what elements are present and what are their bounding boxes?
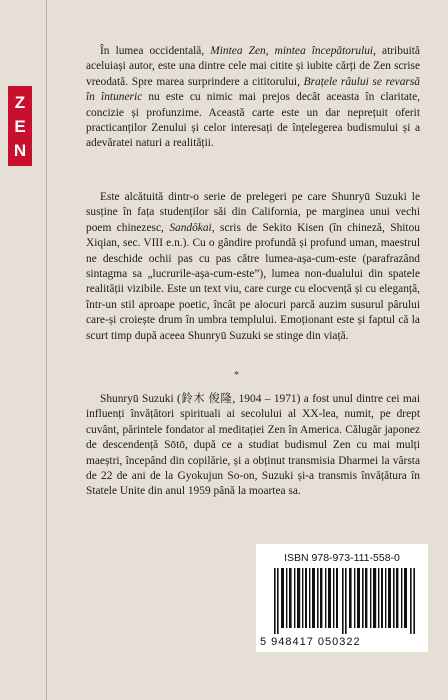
paragraph-1-part-c: , atribuită aceluiași autor, este una dintre cele mai citite și iubite cărți de Zen scrise vreodată. Spre marea surprindere a cititorului, (86, 45, 420, 88)
paragraph-1-part-a: În lumea occidentală, (100, 45, 211, 57)
zen-letter-z: Z (14, 92, 26, 112)
paragraph-1-text (86, 44, 420, 152)
isbn-number: ISBN 978-973-111-558-0 (284, 552, 400, 564)
paragraph-2-part-a: Este alcătuită dintr-o serie de prelegeri pe care Shunryū Suzuki le susține în fața studenților săi din California, pe marginea unui vechi poem chinezesc, (86, 191, 420, 234)
paragraph-1-part-e: nu este cu nimic mai prejos decât aceasta în claritate, concizie și profunzime. Această carte este un dar neprețuit oferit practicanților Zenului și celor interesați de înțelegerea budismului și a adevăratei naturi a realității. (86, 91, 420, 150)
zen-spine-label (8, 86, 32, 166)
zen-letter-n: N (13, 140, 27, 160)
author-bio-paragraph (86, 392, 420, 500)
blurb-paragraph-2 (86, 190, 420, 344)
barcode-digits: 5 948417 050322 (260, 636, 361, 648)
paragraph-2-part-c: , scris de Sekito Kisen (în chineză, Shitou Xiqian, sec. VIII e.n.). Cu o gândire profundă și profund uman, maestrul ne deschide ochii pas cu pas către lumea-așa-cum-este (parafrazând sintagma sa „lucrurile-așa-cum-este”), lumea non-dualului din spatele realității vizibile. Este un text viu, care curge cu elocvență și cu eleganță, într-un stil aproape poetic, încât pe alocuri parcă auzim susurul pârului care-și croiește drum în umbra templului. Emoționant este și faptul că la scurt timp după aceea Shunryū Suzuki se stinge din viață. (86, 221, 420, 342)
book-title-beginner-mind: Mintea Zen, mintea începătorului (210, 45, 374, 57)
zen-letter-e: E (14, 116, 26, 136)
paragraph-2-text (86, 190, 420, 344)
margin-rule (46, 0, 47, 700)
barcode-graphic (274, 568, 416, 634)
poem-title-sandokai: Sandōkai (169, 221, 212, 234)
section-separator: * (234, 370, 239, 381)
blurb-paragraph-1 (86, 44, 420, 152)
book-title-river-arms: Brațele râului se revarsă în întuneric (86, 75, 420, 104)
author-bio-text: Shunryū Suzuki (鈴木 俊隆, 1904 – 1971) a fost unul dintre cei mai influenți învățători spirituali ai secolului al XX-lea, numit, pe drept cuvânt, părintele fondator al meditației Zen în America. Călugăr japonez de descendență Sōtō, după ce a studiat budismul Zen cu mai mulți maeștri, începând din copilărie, și a obținut transmisia Dharmei la vârsta de 22 de ani de la Gyokujun So-on, Suzuki și-a transmis învățătura în Statele Unite din anul 1959 până la moartea sa. (86, 393, 420, 498)
isbn-barcode-block (256, 544, 428, 652)
